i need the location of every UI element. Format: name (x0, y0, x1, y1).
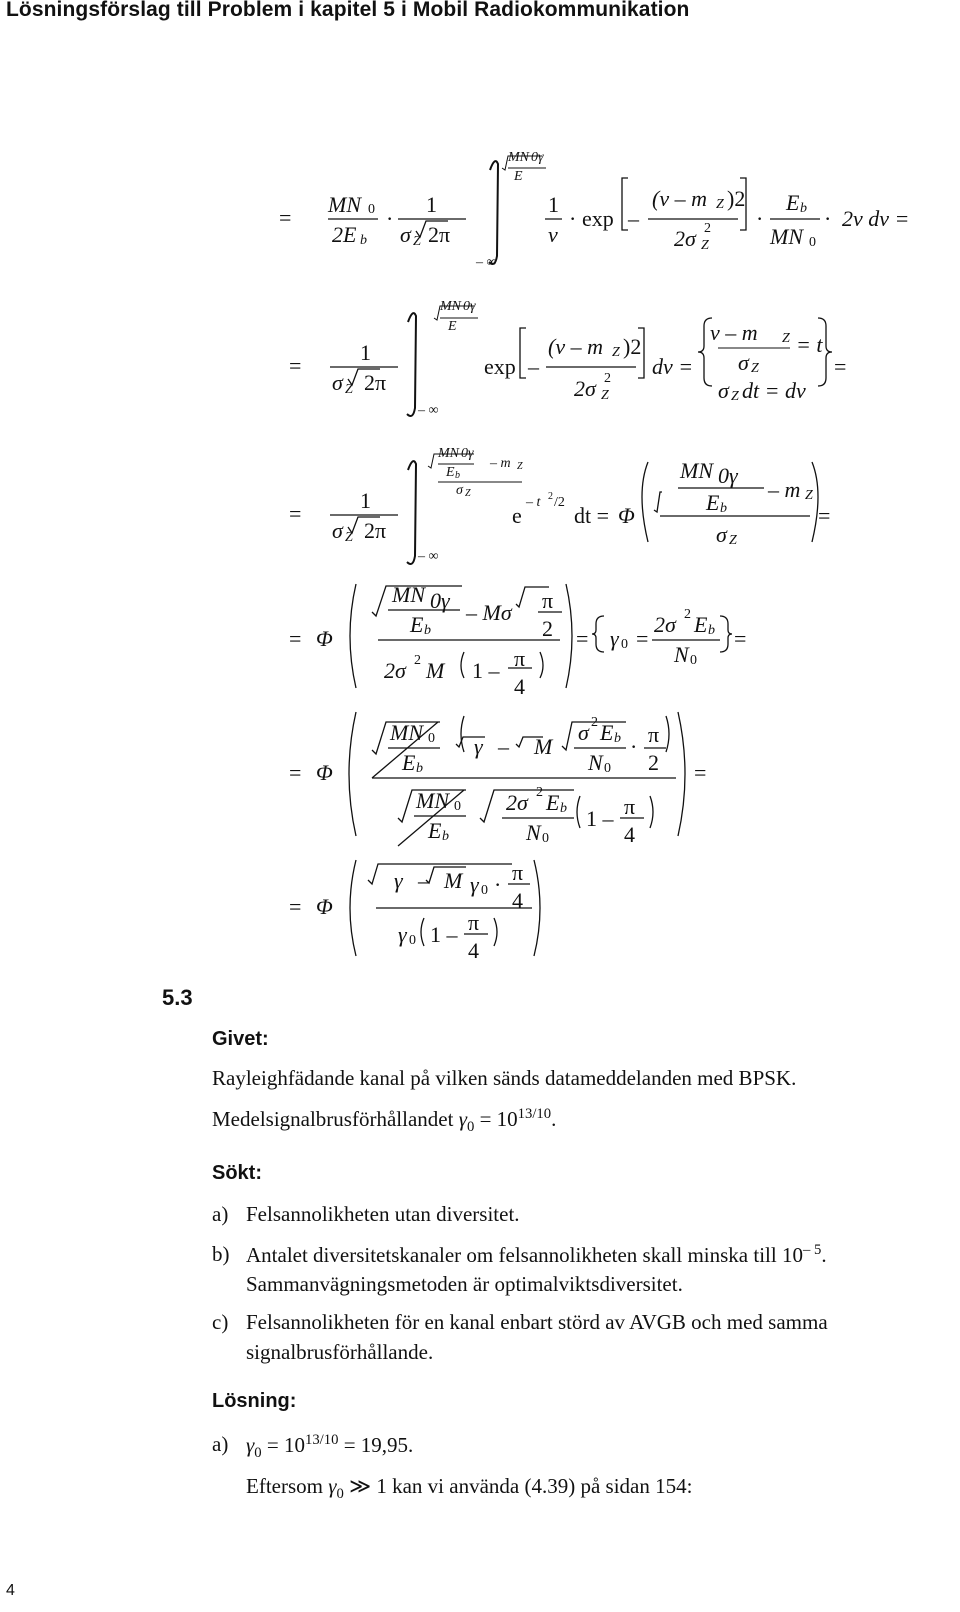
sokt-c-text-1: Felsannolikheten för en kanal enbart störd av AVGB och med samma (246, 1310, 828, 1334)
eq-text: MN (508, 150, 529, 165)
eq-text: – (498, 734, 509, 759)
eq-text: = (576, 626, 589, 651)
eq-text: dv = (652, 354, 694, 379)
eq-text: Φ (618, 503, 635, 528)
eq-text: · (630, 734, 638, 759)
eq-text: = (289, 501, 302, 526)
gamma-symbol: γ (328, 1474, 337, 1498)
eq-text: 0 (621, 637, 628, 652)
eq-text: π (648, 722, 660, 747)
eq-text: 4 (624, 822, 635, 847)
eq-text: – ∞ (418, 403, 439, 418)
givet-line-2-post: . (551, 1107, 557, 1131)
eq-text: 0 (368, 202, 375, 217)
eq-text: σ (738, 350, 749, 375)
givet-label: Givet: (212, 1028, 269, 1050)
page-number: 4 (6, 1582, 15, 1599)
eq-text: 1 (360, 488, 371, 513)
eq-text: E (786, 190, 800, 215)
eq-text: 2σ (574, 376, 596, 401)
eq-text: 0γ (718, 463, 738, 488)
eq-text: 2 (704, 221, 711, 236)
eq-text: – (628, 206, 639, 231)
eq-text: 2π (428, 222, 451, 247)
sokt-b-marker: b) (212, 1242, 230, 1266)
eq-text: 2 (414, 653, 421, 668)
eq-text: · (494, 872, 502, 897)
eq-text: = (834, 354, 847, 379)
eq-text: 2 (591, 715, 598, 730)
eq-text: M (444, 868, 463, 893)
eq-text: – ∞ (418, 549, 439, 564)
eq-text: MN (440, 299, 461, 314)
eq-text: 2σ (674, 226, 696, 251)
eq-text: 0 (428, 731, 435, 746)
eq-text: E (600, 720, 614, 745)
eq-text: 2E (332, 222, 357, 247)
eq-text: MN (392, 582, 425, 607)
exponent: 13/10 (304, 1432, 339, 1448)
losning-a-mid: = 10 (261, 1433, 305, 1457)
eq-text: MN (770, 224, 803, 249)
eq-text: E (402, 750, 416, 775)
eq-text: = (694, 760, 707, 785)
sokt-b-text-1-main: Antalet diversitetskanaler om felsannolikheten skall minska till 10 (246, 1243, 803, 1267)
eq-text: E (694, 612, 708, 637)
eq-text: 2 (542, 616, 553, 641)
section-number: 5.3 (162, 985, 193, 1010)
sokt-a-text: Felsannolikheten utan diversitet. (246, 1202, 520, 1226)
givet-line-2-mid: = 10 (474, 1107, 518, 1131)
eq-text: 1 – (472, 658, 500, 683)
eq-text: – (418, 868, 429, 893)
sokt-c-marker: c) (212, 1310, 229, 1334)
sokt-b-text-1 (246, 1242, 827, 1268)
eq-text: – (528, 354, 539, 379)
eq-text: exp (484, 354, 516, 379)
eq-text: v – m (710, 320, 758, 345)
eq-text: /2 (554, 495, 565, 510)
eq-text: – Mσ (466, 600, 512, 625)
eq-text: – m (768, 477, 801, 502)
eq-text: v (548, 222, 558, 247)
eq-text: σ (716, 522, 727, 547)
eq-text: MN (328, 192, 361, 217)
eq-text: E (448, 319, 457, 334)
eq-text: 0γ (463, 299, 476, 314)
gamma-symbol: γ (458, 1107, 467, 1131)
eq-text: = (289, 760, 302, 785)
eq-text: N (588, 750, 603, 775)
exponent: 13/10 (517, 1106, 552, 1122)
eq-text: 0γ (461, 446, 474, 461)
eq-text: σ (332, 370, 343, 395)
eq-text: = t (796, 332, 823, 357)
eq-text: Z (345, 530, 353, 545)
eq-text: Φ (316, 626, 333, 651)
eq-text: 0γ (531, 150, 544, 165)
eq-text: γ (474, 734, 483, 759)
eq-text: Φ (316, 760, 333, 785)
eq-text: = (734, 626, 747, 651)
eq-text: σ (332, 518, 343, 543)
eq-text: = (289, 626, 302, 651)
losning-eftersom (246, 1474, 692, 1503)
gamma-sub: 0 (466, 1119, 475, 1136)
eq-text: 2v dv = (842, 206, 910, 231)
eq-text: 0 (481, 883, 488, 898)
eq-text: b (720, 501, 727, 516)
page-title: Lösningsförslag till Problem i kapitel 5 i Mobil Radiokommunikation (6, 0, 690, 21)
eq-text: – t (526, 495, 541, 510)
eq-text: 2σ (654, 612, 676, 637)
losning-label: Lösning: (212, 1390, 297, 1412)
eq-text: Z (413, 234, 421, 249)
eq-text: 1 – (430, 922, 458, 947)
losning-a-marker: a) (212, 1432, 229, 1456)
eq-text: b (360, 233, 367, 248)
eq-text: E (410, 612, 424, 637)
eq-text: = (289, 894, 302, 919)
eq-text: 1 (426, 192, 437, 217)
eq-text: Φ (316, 894, 333, 919)
eq-text: = (636, 626, 649, 651)
eq-text: γ (394, 868, 403, 893)
eq-text: 4 (514, 674, 525, 699)
eq-text: – ∞ (476, 255, 497, 270)
sokt-b-text-2: Sammanvägningsmetoden är optimalviktsdiversitet. (246, 1272, 683, 1296)
eq-text: 1 (360, 340, 371, 365)
eq-text: 4 (512, 888, 523, 913)
eq-text: σ (456, 483, 463, 498)
givet-line-2-pre: Medelsignalbrusförhållandet (212, 1107, 459, 1131)
eftersom-pre: Eftersom (246, 1474, 329, 1498)
eq-text: E (706, 490, 720, 515)
eq-text: 0γ (430, 588, 450, 613)
eq-text: )2 (727, 186, 746, 211)
eq-text: γ (610, 626, 619, 651)
eq-text: )2 (623, 334, 642, 359)
eq-text: π (512, 860, 524, 885)
eq-text: – m (490, 456, 511, 471)
eq-sign: = (279, 205, 292, 230)
eq-text: E (514, 169, 523, 184)
eq-text: 2 (648, 750, 659, 775)
eq-text: exp (582, 206, 614, 231)
eq-text: 2σ (384, 658, 406, 683)
eq-text: γ (470, 872, 479, 897)
sokt-a-marker: a) (212, 1202, 229, 1226)
eq-text: dt = dv (742, 378, 806, 403)
eq-text: 1 – (586, 806, 614, 831)
exponent: – 5 (802, 1242, 822, 1258)
eq-text: e (512, 503, 522, 528)
eq-text: σ (400, 222, 411, 247)
eq-text: MN (680, 458, 713, 483)
eq-text: π (542, 588, 554, 613)
eq-text: = (289, 353, 302, 378)
eq-text: 1 (548, 192, 559, 217)
eq-text: (v – m (652, 186, 707, 211)
eq-text: Z (345, 382, 353, 397)
eq-text: 2 (548, 491, 553, 502)
eq-text: MN (438, 446, 459, 461)
eq-text: 2 (604, 371, 611, 386)
losning-a-text (246, 1432, 413, 1462)
eq-text: (v – m (548, 334, 603, 359)
eq-text: 2π (364, 370, 387, 395)
sokt-label: Sökt: (212, 1162, 262, 1184)
givet-line-2 (212, 1106, 556, 1136)
eq-text: b (424, 623, 431, 638)
eq-text: E (446, 465, 455, 480)
losning-a-end: = 19,95. (338, 1433, 414, 1457)
eq-text: σ (578, 720, 589, 745)
sokt-b-text-1-end: . (821, 1243, 827, 1267)
eq-text: dt = (574, 503, 610, 528)
eq-text: M (426, 658, 445, 683)
sokt-c-text-2: signalbrusförhållande. (246, 1340, 434, 1364)
eq-text: 2σ (506, 790, 528, 815)
gamma-sub: 0 (254, 1445, 262, 1462)
givet-line-1: Rayleighfädande kanal på vilken sänds datameddelanden med BPSK. (212, 1066, 797, 1090)
eq-text: = (818, 503, 831, 528)
eftersom-post: ≫ 1 kan vi använda (4.39) på sidan 154: (343, 1474, 693, 1498)
gamma-sub: 0 (336, 1486, 344, 1503)
eq-text: σ (718, 378, 729, 403)
eq-text: N (674, 642, 689, 667)
eq-text: γ (398, 922, 407, 947)
eq-text: MN (390, 720, 423, 745)
eq-text: b (416, 761, 423, 776)
eq-text: M (534, 734, 553, 759)
gamma-symbol: γ (246, 1433, 255, 1457)
eq-text: 2π (364, 518, 387, 543)
